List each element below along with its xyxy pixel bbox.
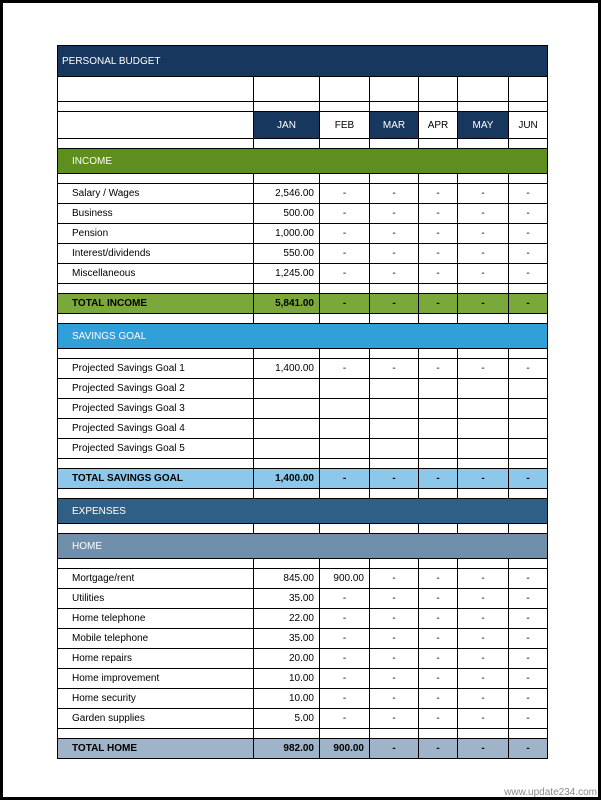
empty-cell[interactable]: [254, 77, 320, 102]
row-label[interactable]: Home repairs: [58, 649, 254, 669]
table-row: [58, 629, 548, 649]
empty-cell[interactable]: [419, 459, 458, 469]
value-cell[interactable]: [320, 419, 370, 439]
value-cell[interactable]: -: [370, 649, 419, 669]
empty-cell[interactable]: [458, 524, 509, 534]
value-cell[interactable]: -: [419, 589, 458, 609]
total-value: -: [509, 469, 548, 489]
value-cell[interactable]: -: [509, 689, 548, 709]
table-row: [58, 359, 548, 379]
table-row: [58, 589, 548, 609]
income-header: INCOME: [58, 149, 548, 174]
empty-cell[interactable]: [458, 77, 509, 102]
empty-cell[interactable]: [419, 314, 458, 324]
spacer-row: [58, 349, 548, 359]
spacer-row: [58, 314, 548, 324]
total-row: [58, 739, 548, 759]
total-value: -: [509, 294, 548, 314]
value-cell[interactable]: 35.00: [254, 629, 320, 649]
total-row: [58, 294, 548, 314]
total-value: -: [419, 469, 458, 489]
value-cell[interactable]: -: [458, 184, 509, 204]
empty-cell[interactable]: [254, 284, 320, 294]
empty-cell[interactable]: [320, 284, 370, 294]
value-cell[interactable]: [419, 399, 458, 419]
empty-cell[interactable]: [509, 77, 548, 102]
value-cell[interactable]: [419, 379, 458, 399]
value-cell[interactable]: -: [320, 689, 370, 709]
total-value: -: [419, 739, 458, 759]
spacer-row: [58, 489, 548, 499]
total-label: TOTAL HOME: [58, 739, 254, 759]
empty-cell[interactable]: [58, 559, 254, 569]
value-cell[interactable]: -: [370, 629, 419, 649]
table-row: [58, 264, 548, 284]
empty-cell[interactable]: [320, 489, 370, 499]
value-cell[interactable]: -: [419, 224, 458, 244]
value-cell[interactable]: -: [509, 359, 548, 379]
value-cell[interactable]: [370, 439, 419, 459]
empty-cell[interactable]: [509, 489, 548, 499]
month-may: MAY: [458, 112, 509, 139]
value-cell[interactable]: -: [370, 244, 419, 264]
total-value: -: [458, 739, 509, 759]
value-cell[interactable]: -: [458, 629, 509, 649]
row-label[interactable]: Interest/dividends: [58, 244, 254, 264]
empty-cell[interactable]: [58, 459, 254, 469]
row-label[interactable]: Projected Savings Goal 1: [58, 359, 254, 379]
row-label[interactable]: Home telephone: [58, 609, 254, 629]
empty-cell[interactable]: [254, 102, 320, 112]
value-cell[interactable]: -: [370, 224, 419, 244]
empty-cell[interactable]: [320, 102, 370, 112]
value-cell[interactable]: -: [320, 359, 370, 379]
value-cell[interactable]: [320, 399, 370, 419]
value-cell[interactable]: [320, 439, 370, 459]
value-cell[interactable]: -: [509, 224, 548, 244]
month-jun: JUN: [509, 112, 548, 139]
spacer-row: [58, 559, 548, 569]
value-cell[interactable]: -: [509, 649, 548, 669]
empty-cell[interactable]: [254, 559, 320, 569]
value-cell[interactable]: -: [419, 609, 458, 629]
value-cell[interactable]: -: [370, 569, 419, 589]
empty-cell[interactable]: [254, 139, 320, 149]
total-value: -: [370, 294, 419, 314]
value-cell[interactable]: -: [320, 204, 370, 224]
value-cell[interactable]: [509, 439, 548, 459]
empty-cell[interactable]: [509, 559, 548, 569]
total-value: 900.00: [320, 739, 370, 759]
empty-cell[interactable]: [419, 77, 458, 102]
value-cell[interactable]: -: [419, 649, 458, 669]
row-label[interactable]: Business: [58, 204, 254, 224]
month-mar: MAR: [370, 112, 419, 139]
empty-cell[interactable]: [509, 139, 548, 149]
empty-cell[interactable]: [58, 349, 254, 359]
total-value: 5,841.00: [254, 294, 320, 314]
table-row: [58, 419, 548, 439]
budget-sheet: [57, 45, 547, 759]
total-row: [58, 469, 548, 489]
value-cell[interactable]: -: [320, 264, 370, 284]
total-label: TOTAL INCOME: [58, 294, 254, 314]
empty-cell[interactable]: [419, 284, 458, 294]
value-cell[interactable]: -: [458, 359, 509, 379]
empty-cell[interactable]: [509, 349, 548, 359]
empty-cell[interactable]: [254, 524, 320, 534]
value-cell[interactable]: -: [370, 264, 419, 284]
value-cell[interactable]: -: [509, 709, 548, 729]
value-cell[interactable]: [458, 419, 509, 439]
empty-cell[interactable]: [458, 102, 509, 112]
row-label[interactable]: Projected Savings Goal 2: [58, 379, 254, 399]
empty-cell[interactable]: [58, 174, 254, 184]
value-cell[interactable]: [370, 419, 419, 439]
empty-cell[interactable]: [509, 459, 548, 469]
value-cell[interactable]: -: [370, 689, 419, 709]
value-cell[interactable]: 1,245.00: [254, 264, 320, 284]
total-value: -: [370, 739, 419, 759]
empty-cell[interactable]: [458, 729, 509, 739]
total-value: -: [419, 294, 458, 314]
empty-cell[interactable]: [254, 174, 320, 184]
empty-cell[interactable]: [320, 729, 370, 739]
spacer-row: [58, 524, 548, 534]
value-cell[interactable]: [509, 419, 548, 439]
empty-cell[interactable]: [320, 349, 370, 359]
empty-cell[interactable]: [458, 139, 509, 149]
value-cell[interactable]: -: [458, 709, 509, 729]
empty-cell[interactable]: [370, 77, 419, 102]
value-cell[interactable]: -: [370, 709, 419, 729]
value-cell[interactable]: -: [320, 244, 370, 264]
row-label[interactable]: Home security: [58, 689, 254, 709]
value-cell[interactable]: -: [419, 184, 458, 204]
empty-cell[interactable]: [419, 524, 458, 534]
row-label[interactable]: Miscellaneous: [58, 264, 254, 284]
empty-cell[interactable]: [370, 139, 419, 149]
value-cell[interactable]: 1,000.00: [254, 224, 320, 244]
empty-cell[interactable]: [370, 729, 419, 739]
value-cell[interactable]: -: [419, 359, 458, 379]
empty-cell[interactable]: [370, 489, 419, 499]
value-cell[interactable]: -: [320, 224, 370, 244]
empty-cell[interactable]: [419, 349, 458, 359]
value-cell[interactable]: -: [320, 709, 370, 729]
empty-cell[interactable]: [509, 174, 548, 184]
empty-cell[interactable]: [458, 489, 509, 499]
value-cell[interactable]: 10.00: [254, 669, 320, 689]
total-value: -: [320, 469, 370, 489]
empty-cell[interactable]: [458, 459, 509, 469]
empty-cell[interactable]: [58, 77, 254, 102]
expenses-header: EXPENSES: [58, 499, 548, 524]
value-cell[interactable]: -: [509, 244, 548, 264]
empty-cell[interactable]: [370, 559, 419, 569]
table-row: [58, 204, 548, 224]
table-row: [58, 709, 548, 729]
total-value: -: [458, 294, 509, 314]
row-label[interactable]: Utilities: [58, 589, 254, 609]
empty-cell[interactable]: [509, 102, 548, 112]
row-label[interactable]: Projected Savings Goal 5: [58, 439, 254, 459]
value-cell[interactable]: -: [320, 184, 370, 204]
empty-cell[interactable]: [419, 559, 458, 569]
total-label: TOTAL SAVINGS GOAL: [58, 469, 254, 489]
month-jan: JAN: [254, 112, 320, 139]
empty-cell[interactable]: [370, 102, 419, 112]
expenses-header-row: [58, 499, 548, 524]
empty-cell[interactable]: [419, 102, 458, 112]
value-cell[interactable]: -: [458, 649, 509, 669]
value-cell[interactable]: -: [509, 569, 548, 589]
value-cell[interactable]: [458, 399, 509, 419]
value-cell[interactable]: -: [458, 264, 509, 284]
value-cell[interactable]: -: [370, 669, 419, 689]
watermark: www.update234.com: [504, 787, 597, 798]
value-cell[interactable]: -: [419, 709, 458, 729]
value-cell[interactable]: 500.00: [254, 204, 320, 224]
empty-cell[interactable]: [458, 314, 509, 324]
empty-cell[interactable]: [509, 314, 548, 324]
value-cell[interactable]: [254, 379, 320, 399]
value-cell[interactable]: [254, 419, 320, 439]
empty-cell[interactable]: [254, 489, 320, 499]
empty-cell[interactable]: [458, 349, 509, 359]
home-header-row: [58, 534, 548, 559]
empty-cell[interactable]: [254, 459, 320, 469]
value-cell[interactable]: -: [419, 244, 458, 264]
table-row: [58, 689, 548, 709]
empty-cell[interactable]: [370, 284, 419, 294]
empty-cell[interactable]: [458, 284, 509, 294]
table-row: [58, 669, 548, 689]
row-label[interactable]: Mortgage/rent: [58, 569, 254, 589]
table-row: [58, 569, 548, 589]
savings-header: SAVINGS GOAL: [58, 324, 548, 349]
value-cell[interactable]: [509, 379, 548, 399]
value-cell[interactable]: -: [419, 569, 458, 589]
value-cell[interactable]: [320, 379, 370, 399]
value-cell[interactable]: [370, 379, 419, 399]
empty-cell[interactable]: [58, 729, 254, 739]
month-header-row: [58, 112, 548, 139]
value-cell[interactable]: -: [370, 204, 419, 224]
empty-cell[interactable]: [58, 524, 254, 534]
empty-cell[interactable]: [320, 459, 370, 469]
empty-cell[interactable]: [254, 314, 320, 324]
value-cell[interactable]: -: [458, 244, 509, 264]
empty-cell[interactable]: [509, 729, 548, 739]
empty-cell[interactable]: [254, 729, 320, 739]
value-cell[interactable]: [509, 399, 548, 419]
empty-cell[interactable]: [320, 139, 370, 149]
savings-header-row: [58, 324, 548, 349]
empty-cell: [58, 112, 254, 139]
value-cell[interactable]: -: [419, 689, 458, 709]
home-header: HOME: [58, 534, 548, 559]
value-cell[interactable]: -: [370, 589, 419, 609]
empty-cell[interactable]: [320, 174, 370, 184]
value-cell[interactable]: -: [320, 589, 370, 609]
value-cell[interactable]: -: [509, 589, 548, 609]
value-cell[interactable]: -: [458, 689, 509, 709]
spacer-row: [58, 729, 548, 739]
value-cell[interactable]: -: [370, 359, 419, 379]
title-row: [58, 46, 548, 77]
empty-cell[interactable]: [320, 314, 370, 324]
value-cell[interactable]: [419, 419, 458, 439]
spacer-row: [58, 102, 548, 112]
empty-cell[interactable]: [370, 314, 419, 324]
empty-cell[interactable]: [320, 559, 370, 569]
empty-cell[interactable]: [419, 729, 458, 739]
empty-cell[interactable]: [320, 524, 370, 534]
value-cell[interactable]: -: [458, 669, 509, 689]
month-apr: APR: [419, 112, 458, 139]
value-cell[interactable]: [458, 439, 509, 459]
table-row: [58, 224, 548, 244]
empty-cell[interactable]: [370, 174, 419, 184]
spacer-row: [58, 284, 548, 294]
value-cell[interactable]: 10.00: [254, 689, 320, 709]
value-cell[interactable]: -: [320, 649, 370, 669]
value-cell[interactable]: -: [509, 204, 548, 224]
value-cell[interactable]: [254, 439, 320, 459]
empty-cell[interactable]: [509, 284, 548, 294]
value-cell[interactable]: -: [509, 669, 548, 689]
table-row: [58, 379, 548, 399]
empty-cell[interactable]: [370, 524, 419, 534]
value-cell[interactable]: [458, 379, 509, 399]
empty-cell[interactable]: [458, 174, 509, 184]
row-label[interactable]: Projected Savings Goal 3: [58, 399, 254, 419]
value-cell[interactable]: -: [509, 264, 548, 284]
value-cell[interactable]: -: [509, 184, 548, 204]
total-value: -: [509, 739, 548, 759]
row-label[interactable]: Home improvement: [58, 669, 254, 689]
value-cell[interactable]: -: [458, 609, 509, 629]
spacer-row: [58, 174, 548, 184]
value-cell[interactable]: 22.00: [254, 609, 320, 629]
value-cell[interactable]: 1,400.00: [254, 359, 320, 379]
value-cell[interactable]: 20.00: [254, 649, 320, 669]
value-cell[interactable]: -: [509, 629, 548, 649]
row-label[interactable]: Salary / Wages: [58, 184, 254, 204]
empty-cell[interactable]: [58, 284, 254, 294]
empty-cell[interactable]: [254, 349, 320, 359]
value-cell[interactable]: -: [419, 669, 458, 689]
sheet-title: PERSONAL BUDGET: [58, 46, 548, 77]
total-value: 1,400.00: [254, 469, 320, 489]
total-value: -: [458, 469, 509, 489]
empty-cell[interactable]: [58, 314, 254, 324]
empty-cell[interactable]: [419, 489, 458, 499]
total-value: -: [370, 469, 419, 489]
empty-cell[interactable]: [58, 102, 254, 112]
empty-cell[interactable]: [419, 139, 458, 149]
value-cell[interactable]: -: [320, 669, 370, 689]
empty-cell[interactable]: [370, 459, 419, 469]
row-label[interactable]: Mobile telephone: [58, 629, 254, 649]
value-cell[interactable]: 5.00: [254, 709, 320, 729]
value-cell[interactable]: -: [458, 589, 509, 609]
table-row: [58, 439, 548, 459]
value-cell[interactable]: -: [320, 629, 370, 649]
table-row: [58, 244, 548, 264]
spacer-row: [58, 459, 548, 469]
value-cell[interactable]: [370, 399, 419, 419]
value-cell[interactable]: [419, 439, 458, 459]
empty-cell[interactable]: [458, 559, 509, 569]
value-cell[interactable]: -: [370, 609, 419, 629]
empty-cell[interactable]: [58, 489, 254, 499]
spacer-row: [58, 139, 548, 149]
spacer-row: [58, 77, 548, 102]
value-cell[interactable]: -: [320, 609, 370, 629]
value-cell[interactable]: -: [458, 569, 509, 589]
table-row: [58, 609, 548, 629]
table-row: [58, 184, 548, 204]
value-cell[interactable]: -: [419, 204, 458, 224]
value-cell[interactable]: -: [419, 264, 458, 284]
value-cell[interactable]: -: [458, 204, 509, 224]
value-cell[interactable]: 2,546.00: [254, 184, 320, 204]
empty-cell[interactable]: [370, 349, 419, 359]
empty-cell[interactable]: [58, 139, 254, 149]
table-row: [58, 399, 548, 419]
row-label[interactable]: Projected Savings Goal 4: [58, 419, 254, 439]
total-value: -: [320, 294, 370, 314]
value-cell[interactable]: -: [370, 184, 419, 204]
month-feb: FEB: [320, 112, 370, 139]
value-cell[interactable]: -: [509, 609, 548, 629]
value-cell[interactable]: -: [458, 224, 509, 244]
total-value: 982.00: [254, 739, 320, 759]
empty-cell[interactable]: [419, 174, 458, 184]
row-label[interactable]: Garden supplies: [58, 709, 254, 729]
row-label[interactable]: Pension: [58, 224, 254, 244]
budget-table: [57, 45, 548, 759]
value-cell[interactable]: 35.00: [254, 589, 320, 609]
empty-cell[interactable]: [509, 524, 548, 534]
empty-cell[interactable]: [320, 77, 370, 102]
value-cell[interactable]: -: [419, 629, 458, 649]
value-cell[interactable]: 845.00: [254, 569, 320, 589]
income-header-row: [58, 149, 548, 174]
value-cell[interactable]: 550.00: [254, 244, 320, 264]
value-cell[interactable]: 900.00: [320, 569, 370, 589]
value-cell[interactable]: [254, 399, 320, 419]
table-row: [58, 649, 548, 669]
